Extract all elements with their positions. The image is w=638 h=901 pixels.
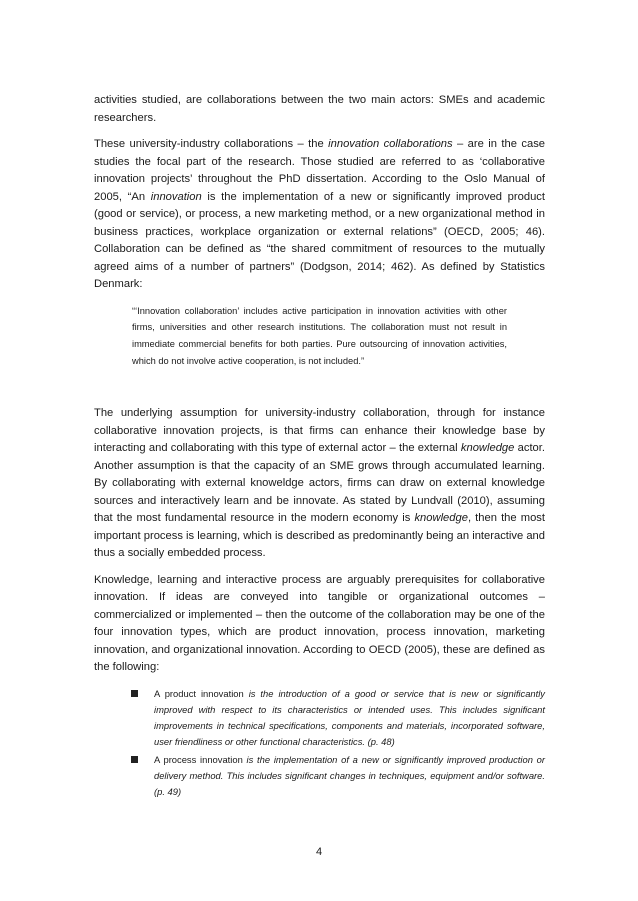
block-quote: “‘Innovation collaboration’ includes active participation in innovation activities with other firms, universities and other research institutions. The collaboration must not result in immediate commercial benefits for both parties. Pure outsourcing of innovation activities, which do not involve active cooperation, is not included.” bbox=[132, 305, 507, 366]
square-bullet-icon bbox=[131, 690, 138, 697]
paragraph-1: activities studied, are collaborations between the two main actors: SMEs and academic researchers. bbox=[94, 94, 545, 124]
definition-list bbox=[94, 686, 545, 800]
square-bullet-icon bbox=[131, 756, 138, 763]
paragraph-3: The underlying assumption for university-industry collaboration, through for instance collaborative innovation projects, is that firms can enhance their knowledge base by interacting and collaborating with this type of external actor – the external knowledge actor. Another assumption is that the capacity of an SME grows through accumulated learning. By collaborating with external knoweldge actors, firms can draw on external knowledge sources and interactively learn and be innovate. As stated by Lundvall (2010), assuming that the most fundamental resource in the modern economy is knowledge, then the most important process is learning, which is described as predominantly being an interactive and thus a socially embedded process. bbox=[94, 407, 545, 560]
paragraph-2: These university-industry collaborations – the innovation collaborations – are in the case studies the focal part of the research. Those studied are referred to as ‘collaborative innovation projects’ throughout the PhD dissertation. According to the Oslo Manual of 2005, “An innovation is the implementation of a new or significantly improved product (good or service), or process, a new marketing method, or a new organizational method in business practices, workplace organization or external relations” (OECD, 2005; 46). Collaboration can be defined as “the shared commitment of resources to the mutually agreed aims of a number of partners” (Dodgson, 2014; 462). As defined by Statistics Denmark: bbox=[94, 138, 546, 290]
list-item: A process innovation is the implementation of a new or significantly improved production or delivery method. This includes significant changes in techniques, equipment and/or software. (p. 49) bbox=[94, 752, 545, 801]
paragraph-4: Knowledge, learning and interactive process are arguably prerequisites for collaborative innovation. If ideas are conveyed into tangible or organizational outcomes – commercialized or implemented – then the outcome of the collaboration may be one of the four innovation types, which are product innovation, process innovation, marketing innovation, and organizational innovation. According to OECD (2005), these are defined as the following: bbox=[94, 573, 545, 674]
spacer bbox=[94, 369, 545, 405]
list-item: A product innovation is the introduction of a good or service that is new or significantly improved with respect to its characteristics or intended uses. This includes significant improvements in technical specifications, components and materials, incorporated software, user friendliness or other functional characteristics. (p. 48) bbox=[94, 686, 545, 751]
page-number: 4 bbox=[315, 846, 323, 858]
body-text bbox=[94, 92, 545, 801]
